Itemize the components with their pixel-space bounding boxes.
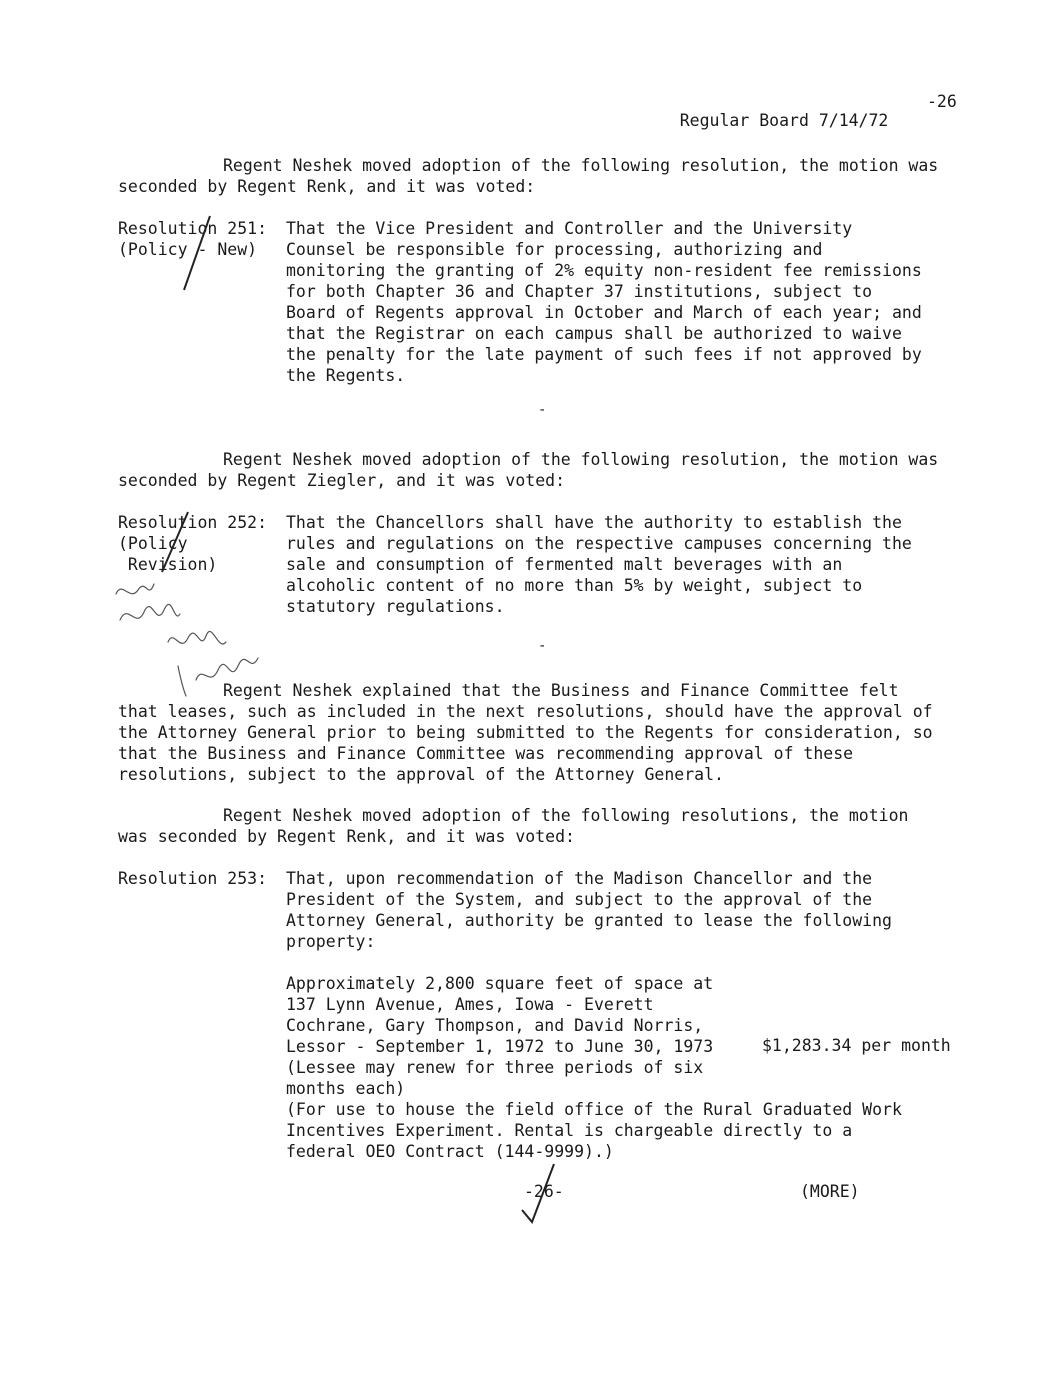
- check-mark-251-icon: [180, 214, 230, 294]
- resolution-251-number: Resolution 251:: [118, 219, 268, 238]
- lease-amount: $1,283.34 per month: [762, 1036, 951, 1055]
- footer-more: (MORE): [800, 1182, 860, 1201]
- footer-page-number: -26-: [524, 1182, 564, 1201]
- resolution-252-type-line1: (Policy: [118, 534, 188, 553]
- resolution-253-text: That, upon recommendation of the Madison Chancellor and the President of the System, and subject to the approval of the Attorney General, authority be granted to lease the following property:: [286, 869, 892, 951]
- explanation-paragraph: Regent Neshek explained that the Business and Finance Committee felt that leases, such as included in the next resolutions, should have the approval of the Attorney General prior to being submitted to the Regents for consideration, so that the Business and Finance Committee was recommending approval of these resolutions, subject to the approval of the Attorney General.: [118, 681, 933, 784]
- separator-1: -: [538, 402, 547, 418]
- footer-check-mark-icon: [520, 1160, 560, 1226]
- motion-2-intro: Regent Neshek moved adoption of the following resolution, the motion was seconded by Regent Ziegler, and it was voted:: [118, 450, 939, 490]
- motion-1-intro: Regent Neshek moved adoption of the following resolution, the motion was seconded by Regent Renk, and it was voted:: [118, 156, 939, 196]
- motion-3-intro: Regent Neshek moved adoption of the following resolutions, the motion was seconded by Regent Renk, and it was voted:: [118, 806, 909, 846]
- check-mark-252-icon: [150, 508, 200, 578]
- resolution-252-label: [118, 512, 283, 575]
- resolution-251-type: (Policy - New): [118, 240, 258, 259]
- resolution-252-type-line2: Revision): [118, 555, 218, 574]
- header-page-number: -26: [927, 92, 957, 111]
- lease-note: (For use to house the field office of the Rural Graduated Work Incentives Experiment. Rental is chargeable directly to a federal OEO Contract (144-9999).): [286, 1100, 902, 1161]
- resolution-252-number: Resolution 252:: [118, 513, 268, 532]
- resolution-251-text: That the Vice President and Controller and the University Counsel be responsible for processing, authorizing and monitoring the granting of 2% equity non-resident fee remissions for both Chapter 36 and Chapter 37 institutions, subject to Board of Regents approval in October and March of each year; and that the Registrar on each campus shall be authorized to waive the penalty for the late payment of such fees if not approved by the Regents.: [286, 219, 922, 385]
- resolution-253-label: Resolution 253:: [118, 869, 268, 888]
- lease-description: Approximately 2,800 square feet of space at 137 Lynn Avenue, Ames, Iowa - Everett Cochrane, Gary Thompson, and David Norris, Lessor - September 1, 1972 to June 30, 1973 (Lessee may renew for three periods of six months each): [286, 974, 714, 1098]
- separator-2: -: [538, 638, 547, 654]
- meeting-title: Regular Board 7/14/72: [679, 111, 889, 130]
- resolution-252-text: That the Chancellors shall have the authority to establish the rules and regulations on the respective campuses concerning the sale and consumption of fermented malt beverages with an alcoholic content of no more than 5% by weight, subject to statutory regulations.: [286, 513, 912, 616]
